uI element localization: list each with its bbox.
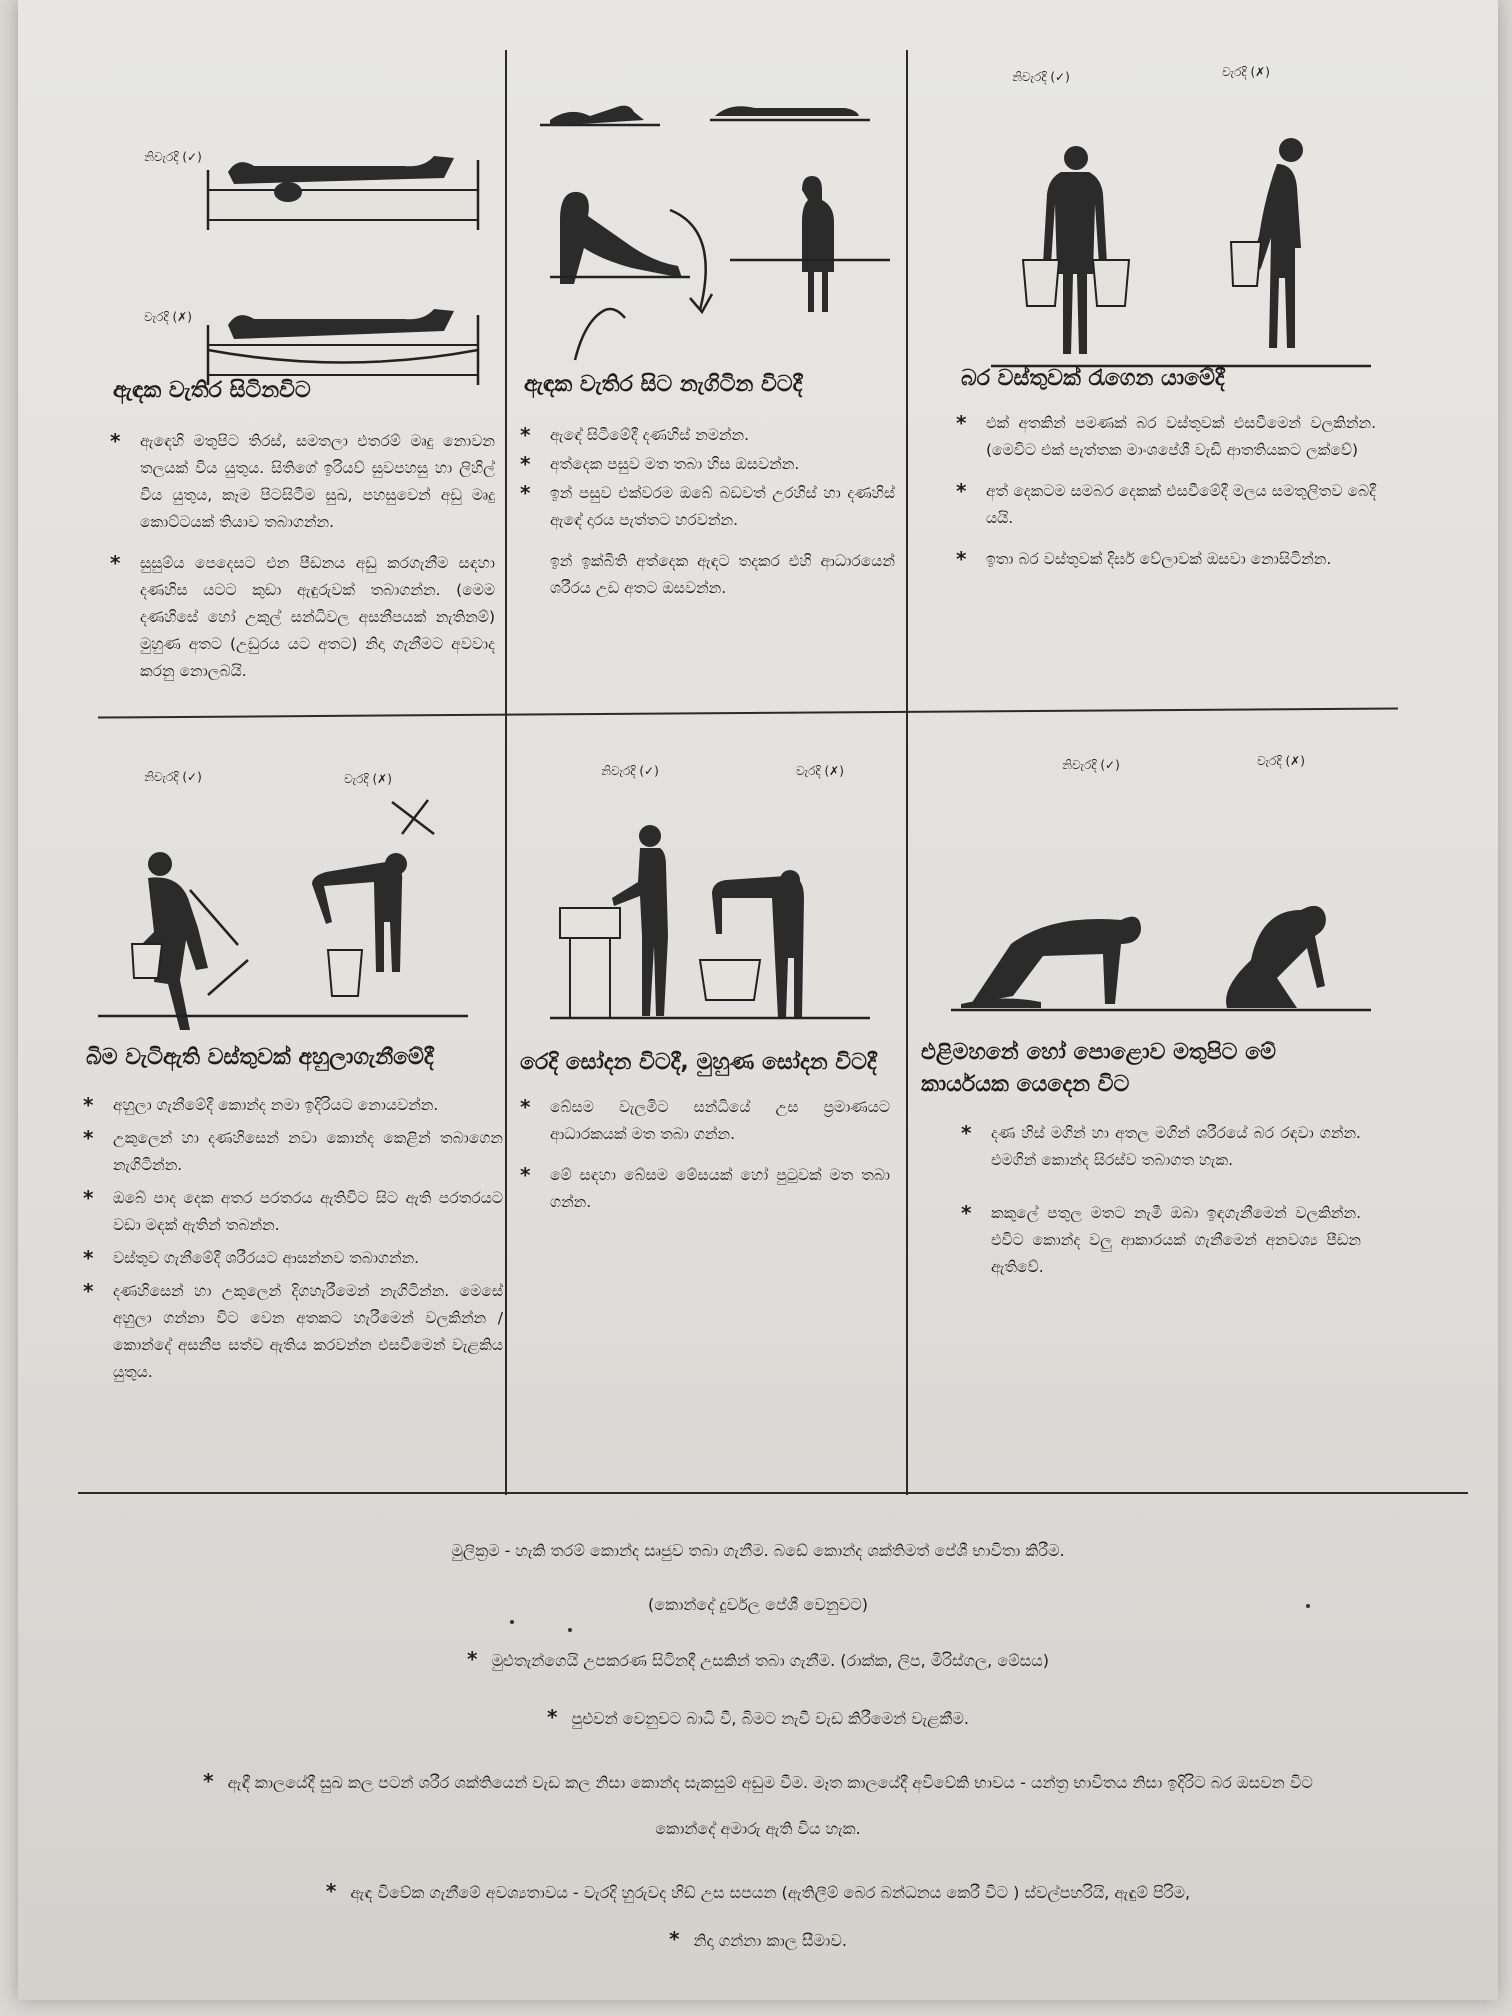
bullet-item: * උකුලෙන් හා දණහිසෙන් නවා කොන්ද කෙළින් තබාගෙන නැගිටින්න. xyxy=(83,1126,503,1174)
bullet-item: * වස්තුව ගැනීමේදී ශරීරයට ආසන්නව තබාගන්න. xyxy=(83,1246,420,1270)
footer-line: * නිදා ගන්නා කාල සීමාව. xyxy=(669,1927,847,1951)
bullet-item: * ඉන් පසුව එක්වරම ඔබේ බඩවත් උරහිස් හා දණහිස් ඇඳේ දාරය පැත්තට හරවන්න. xyxy=(520,481,895,529)
panel-lying-in-bed xyxy=(88,60,498,700)
row-divider xyxy=(98,707,1398,718)
footer-line: * මුළුතැන්ගෙයි උපකරණ සිටිනදී උසකින් තබා ගැනීම. (රාක්ක, ලිප, මිරිස්ගල, මේසය) xyxy=(467,1647,1049,1671)
star-icon: * xyxy=(520,481,531,505)
star-icon: * xyxy=(83,1186,94,1210)
correct-mark: නිවැරදි (✓) xyxy=(1062,758,1120,772)
bullet-item: * ඇඳෙහි මතුපිට තිරස්, සමතලා එතරම් මෘදු නොවන තලයක් විය යුතුය. සිතිගේ ඉරියව් සුවපහසු හා ලිහිල් විය යුතුය, කෑම පිටසිටීම සුඛ, පහසුවෙන් අඩු මෘදු කොට්ටයක් තියාව තබාගන්න. xyxy=(110,429,495,531)
panel-floor-work xyxy=(911,720,1411,1490)
document-sheet xyxy=(18,0,1498,2000)
panel-bullets xyxy=(110,428,495,699)
bullet-item: * ඇඳේ සිටීමේදී දණහිස් නමන්න. xyxy=(520,423,750,447)
star-icon: * xyxy=(83,1279,94,1303)
wrong-mark: වැරදි (✗) xyxy=(1257,754,1305,768)
bullet-item: * එක් අතකින් පමණක් බර වස්තුවක් එසවීමෙන් වලකින්න. (මෙවිට එක් පැත්තක මාංශපේශී වැඩි ආතතියකට ලක්වේ) xyxy=(956,411,1376,459)
wrong-mark: වැරදි (✗) xyxy=(796,764,844,778)
correct-mark: නිවැරදි (✓) xyxy=(144,150,202,164)
bullet-item: * සුසුම්ය පෙදෙසට එන පීඩනය අඩු කරගැනීම සඳහා දණහිස යටට කුඩා ඇඳුරුවක් තබාගන්න. (මෙම දණහිසේ හෝ උකුල් සන්ධිවල අසනීපයක් නැතිනම්) මුහුණ අතට (උඩුරය යට අතට) නිදා ගැනීමට අවවාද කරනු නොලබයි. xyxy=(110,551,495,680)
star-icon: * xyxy=(956,479,967,503)
bullet-item: * අහුලා ගැනීමේදී කොන්ද නමා ඉදිරියට නොයවන්න. xyxy=(83,1093,439,1117)
panel-bullets xyxy=(520,1094,890,1230)
bullet-item: * අත් දෙකටම සමබර දෙකක් එසවීමේදී මලය සමතුලිතව බෙදී යයි. xyxy=(956,479,1376,527)
panel-title: බර වස්තුවක් රැගෙන යාමේදී xyxy=(961,366,1225,391)
correct-mark: නිවැරදි (✓) xyxy=(144,770,202,784)
panel-washing xyxy=(510,720,902,1490)
star-icon: * xyxy=(520,1095,531,1119)
star-icon: * xyxy=(83,1093,94,1117)
bullet-item: * දණ හිස් මගින් හා අතල මගින් ශරීරයේ බර රඳවා ගන්න. එමගින් කොන්ද සිරස්ව තබාගත හැක. xyxy=(961,1121,1361,1169)
wrong-mark: වැරදි (✗) xyxy=(1222,65,1270,79)
footer-divider xyxy=(78,1492,1468,1494)
star-icon: * xyxy=(110,429,121,453)
wrong-mark: වැරදි (✗) xyxy=(144,310,192,324)
bullet-item: * ඔබේ පාද දෙක අතර පරතරය ඇතිවිට සිට ඇති පරතරයට වඩා මඳක් ඇතින් තබන්න. xyxy=(83,1186,503,1234)
panel-carrying-loads xyxy=(911,60,1411,700)
column-divider-2 xyxy=(906,50,908,1495)
panel-title: ඇඳක වැතිර සිට නැගිටින විටදී xyxy=(524,372,803,397)
star-icon: * xyxy=(961,1121,972,1145)
star-icon: * xyxy=(669,1927,680,1951)
star-icon: * xyxy=(325,1879,337,1903)
panel-title: බිම වැටිඇති වස්තුවක් අහුලාගැනීමේදී xyxy=(86,1045,434,1070)
panel-title: එළිමහනේ හෝ පොළොව මතුපිට මේ xyxy=(921,1040,1276,1065)
star-icon: * xyxy=(83,1246,94,1270)
bullet-item: ඉන් ඉක්බිති අත්දෙක ඇඳට තදකර එහි ආධාරයෙන් ශරීරය උඩ අතට ඔසවන්න. xyxy=(550,552,895,597)
star-icon: * xyxy=(520,1163,531,1187)
cross-icon xyxy=(388,798,438,838)
bullet-item: * ඉතා බර වස්තුවක් දිර්ඝ වේලාවක් ඔසවා නොසිටින්න. xyxy=(956,547,1332,571)
star-icon: * xyxy=(520,423,531,447)
panel-getting-up xyxy=(510,60,902,700)
bullet-item: * මේ සඳහා බේසම මේසයක් හෝ පුටුවක් මත තබා ගන්න. xyxy=(520,1163,890,1211)
illustration-lifting-bucket xyxy=(98,840,468,1040)
bullet-item: * අත්දෙක පසුව මත තබා හිස ඔසවන්න. xyxy=(520,452,800,476)
bullet-item: * දණහිසෙන් හා උකුලෙන් දිගහැරීමෙන් නැගිටින්න. මෙසේ අහුලා ගන්නා විට වෙන අතකට හැරීමෙන් වලකින්න / කොන්දේ අසනීප සත්ව ඇතිය කරවන්න එසවීමෙන් වැළකිය යුතුය. xyxy=(83,1279,503,1381)
star-icon: * xyxy=(956,547,967,571)
panel-bullets xyxy=(83,1092,503,1400)
bullet-item: * බේසම වැලමිට සන්ධියේ උස ප්‍රමාණයට ආධාරකයක් මත තබා ගන්න. xyxy=(520,1095,890,1143)
illustration-kneeling-posture xyxy=(951,880,1371,1030)
star-icon: * xyxy=(203,1769,214,1793)
panel-lifting-from-floor xyxy=(58,720,503,1490)
footer-line: * ඇඳී කාලයේදී සුඛ කල පටන් ශරීර ශක්තියෙන් වැඩ කල නිසා කොන්ද සැකසුම් අඩුම වීම. මෑත කාලයේදී අවිවේකි භාවය - යන්ත්‍ර භාවිතය නිසා ඉදිරිට බර ඔසවන විට xyxy=(203,1769,1313,1793)
print-speck xyxy=(1306,1604,1310,1608)
star-icon: * xyxy=(961,1201,972,1225)
star-icon: * xyxy=(956,411,967,435)
panel-title: රෙදි සෝදන විටදී, මුහුණ සෝදන විටදී xyxy=(520,1050,877,1075)
star-icon: * xyxy=(547,1705,558,1729)
panel-bullets xyxy=(961,1120,1361,1295)
star-icon: * xyxy=(83,1126,94,1150)
footer-line: කොන්දේ අමාරු ඇති විය හැක. xyxy=(655,1819,861,1838)
column-divider-1 xyxy=(505,50,507,1495)
star-icon: * xyxy=(467,1647,478,1671)
correct-mark: නිවැරදි (✓) xyxy=(1012,70,1070,84)
footer-line: * පුළුවන් වෙනුවට බාධි වී, බිමට නැවී වැඩ කිරීමෙන් වැළකීම. xyxy=(547,1705,969,1729)
footer-line: මුලික්‍රම - හැකි තරම් කොන්ද සෘජුව තබා ගැනීම. බඩේ කොන්ද ශක්තිමත් පේශී භාවිතා කිරීම. xyxy=(451,1541,1065,1560)
footer-line: * ඇඳ විවේක ගැනීමේ අවශ්‍යතාවය - වැරදි හුරුවද හිඩ් උස සපයන (ඇතිලීම් බෙර බන්ධනය කෙරී විට ) ස්වල්පහරියි, ඇඳුම් පිරිම, xyxy=(325,1879,1191,1903)
bullet-item: * කකුලේ පතුල මතට නැමී ඔබා ඉඳගැනීමෙන් වලකින්න. එවිට කොන්ද වලු ආකාරයක් ගැනීමෙන් අනවශ්‍ය පීඩන ඇතිවේ. xyxy=(961,1201,1361,1276)
illustration-getting-up xyxy=(530,80,890,380)
panel-bullets xyxy=(520,422,895,616)
star-icon: * xyxy=(520,452,531,476)
print-speck xyxy=(510,1620,514,1624)
footer-line: (කොන්දේ දුර්වල පේශී වෙනුවට) xyxy=(648,1595,868,1614)
panel-title-line2: කාර්යයක යෙදෙන විට xyxy=(921,1072,1130,1097)
illustration-carrying-buckets xyxy=(951,120,1371,400)
correct-mark: නිවැරදි (✓) xyxy=(601,764,659,778)
illustration-washing-posture xyxy=(550,820,870,1040)
wrong-mark: වැරදි (✗) xyxy=(344,772,392,786)
panel-bullets xyxy=(956,410,1376,587)
panel-title: ඇඳක වැතිර සිටිනවිට xyxy=(113,378,311,403)
illustration-bed-posture xyxy=(198,100,498,400)
star-icon: * xyxy=(110,551,121,575)
print-speck xyxy=(568,1628,572,1632)
